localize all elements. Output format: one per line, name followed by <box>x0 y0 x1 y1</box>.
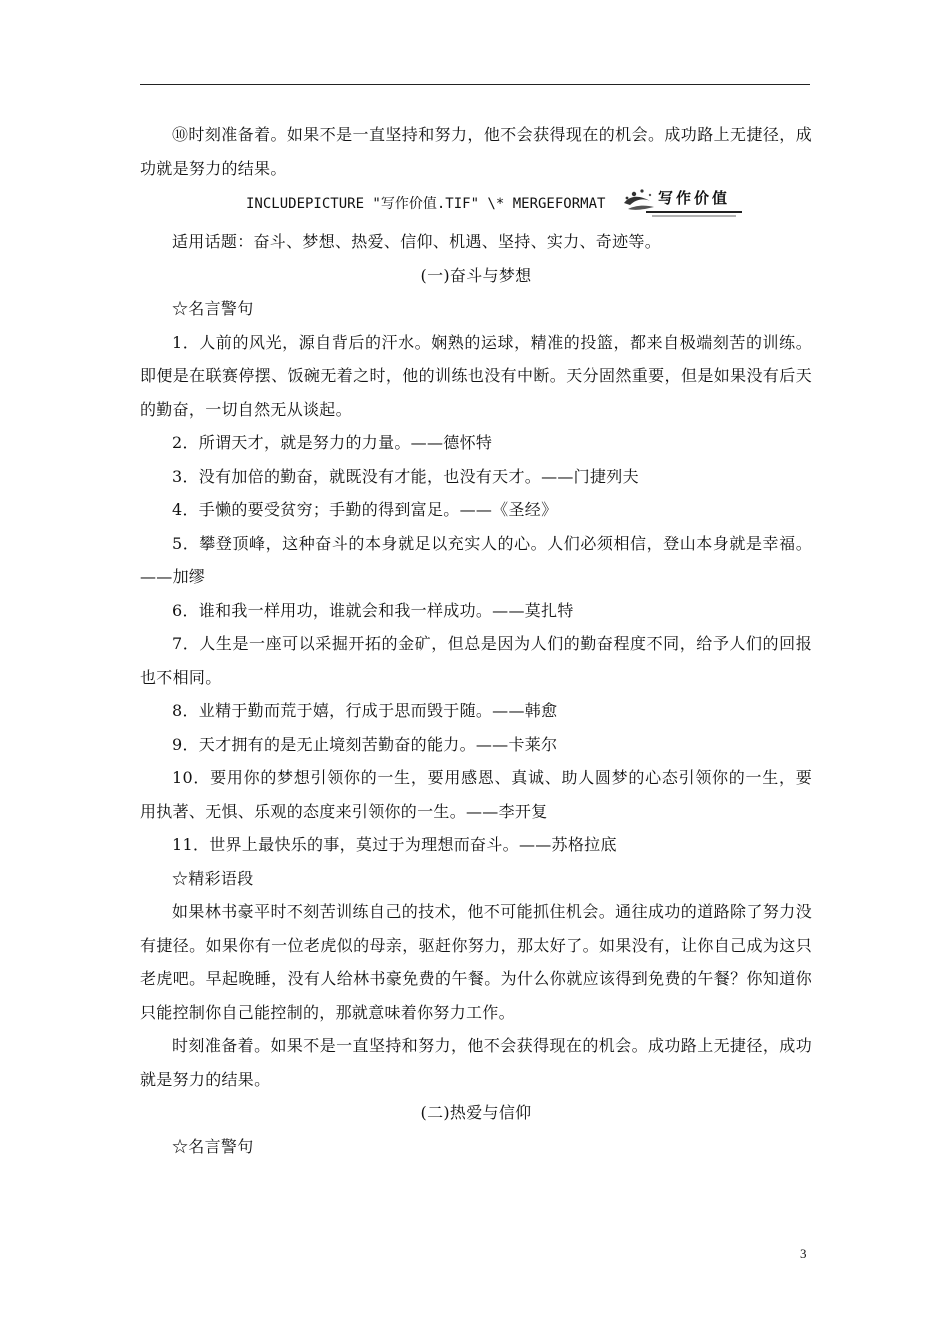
quote-item: 6．谁和我一样用功，谁就会和我一样成功。——莫扎特 <box>172 600 574 620</box>
quotes-heading-1: ☆名言警句 <box>172 299 254 318</box>
quote-item: 2．所谓天才，就是努力的力量。——德怀特 <box>172 433 493 452</box>
quote-item: 1．人前的风光，源自背后的汗水。娴熟的运球，精准的投篮，都来自极端刻苦的训练。即便是在联赛停摆、饭碗无着之时，他的训练也没有中断。天分固然重要，但是如果没有后天的勤奋，一切自然无从谈起。 <box>140 332 812 419</box>
page-body <box>140 118 812 1163</box>
intro-paragraph: ⑩时刻准备着。如果不是一直坚持和努力，他不会获得现在的机会。成功路上无捷径，成功就是努力的结果。 <box>140 125 812 178</box>
quote-item: 10．要用你的梦想引领你的一生，要用感恩、真诚、助人圆梦的心态引领你的一生，要用执著、无惧、乐观的态度来引领你的一生。——李开复 <box>140 768 812 821</box>
section-title-2: (二)热爱与信仰 <box>420 1103 532 1122</box>
quote-item: 3．没有加倍的勤奋，就既没有才能，也没有天才。——门捷列夫 <box>172 466 639 486</box>
include-picture-field <box>140 185 812 225</box>
badge-label: 写作价值 <box>658 189 731 207</box>
quote-item: 9．天才拥有的是无止境刻苦勤奋的能力。——卡莱尔 <box>172 734 558 754</box>
passage-paragraph: 如果林书豪平时不刻苦训练自己的技术，他不可能抓住机会。通往成功的道路除了努力没有捷径。如果你有一位老虎似的母亲，驱赶你努力，那太好了。如果没有，让你自己成为这只老虎吧。早起晚睡，没有人给林书豪免费的午餐。为什么你就应该得到免费的午餐？你知道你只能控制你自己能控制的，那就意味着你努力工作。 <box>140 902 812 1022</box>
quote-item: 11．世界上最快乐的事，莫过于为理想而奋斗。——苏格拉底 <box>172 835 617 854</box>
quote-item: 8．业精于勤而荒于嬉，行成于思而毁于随。——韩愈 <box>172 701 558 720</box>
writing-value-badge <box>620 185 744 219</box>
quote-item: 7．人生是一座可以采掘开拓的金矿，但总是因为人们的勤奋程度不同，给予人们的回报也不相同。 <box>140 634 812 687</box>
field-code-text: INCLUDEPICTURE "写作价值.TIF" \* MERGEFORMAT <box>246 196 606 212</box>
section-title-1: (一)奋斗与梦想 <box>420 265 532 285</box>
quotes-heading-2: ☆名言警句 <box>172 1136 254 1156</box>
page-number: 3 <box>800 1246 807 1261</box>
quote-item: 5．攀登顶峰，这种奋斗的本身就足以充实人的心。人们必须相信，登山本身就是幸福。——加缪 <box>140 533 812 586</box>
header-rule <box>140 84 810 85</box>
passage-paragraph: 时刻准备着。如果不是一直坚持和努力，他不会获得现在的机会。成功路上无捷径，成功就是努力的结果。 <box>140 1036 812 1089</box>
passages-heading: ☆精彩语段 <box>172 868 254 888</box>
quote-item: 4．手懒的要受贫穷；手勤的得到富足。——《圣经》 <box>172 500 558 519</box>
topics-line: 适用话题：奋斗、梦想、热爱、信仰、机遇、坚持、实力、奇迹等。 <box>172 232 662 251</box>
